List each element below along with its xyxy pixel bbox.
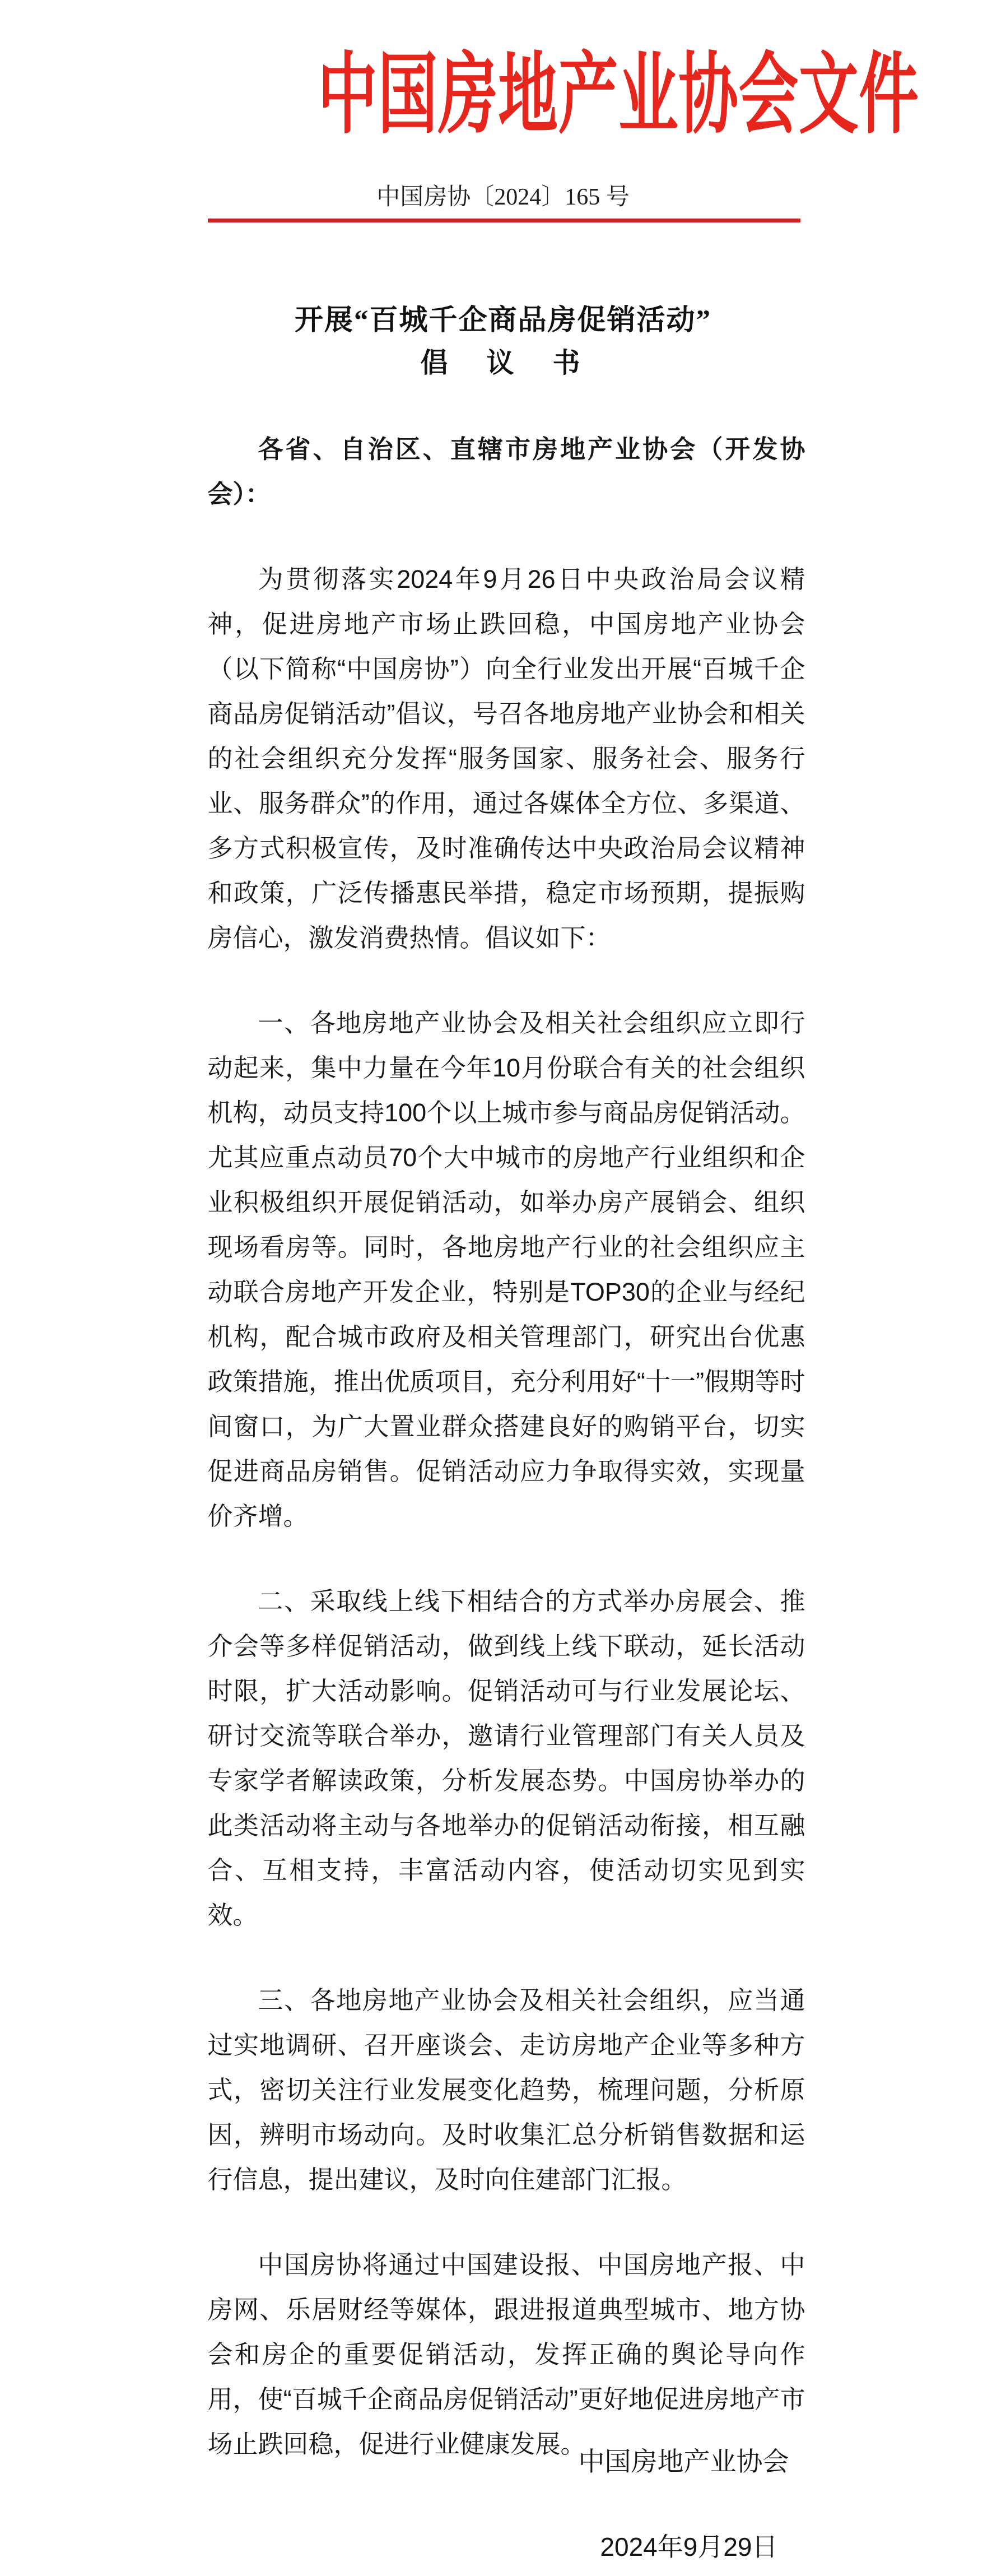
paragraph-closing: 中国房协将通过中国建设报、中国房地产报、中房网、乐居财经等媒体，跟进报道典型城市、地方协会和房企的重要促销活动，发挥正确的舆论导向作用，使“百城千企商品房促销活动”更好地促进房地产市场止跌回稳，促进行业健康发展。 — [207, 2250, 805, 2458]
masthead — [173, 0, 919, 145]
red-divider-rule — [208, 219, 800, 222]
salutation: 各省、自治区、直辖市房地产业协会（开发协会）： — [207, 435, 805, 508]
official-document-page — [173, 0, 919, 2576]
issuer-signature: 中国房地产业协会 — [578, 2447, 789, 2476]
paragraph-item-2: 二、采取线上线下相结合的方式举办房展会、推介会等多样促销活动，做到线上线下联动，延长活动时限，扩大活动影响。促销活动可与行业发展论坛、研讨交流等联合举办，邀请行业管理部门有关人员及专家学者解读政策，分析发展态势。中国房协举办的此类活动将主动与各地举办的促销活动衔接，相互融合、互相支持，丰富活动内容，使活动切实见到实效。 — [207, 1587, 805, 1929]
document-body — [173, 427, 833, 2467]
document-subtitle: 倡 议 书 — [420, 347, 586, 378]
paragraph-intro: 为贯彻落实2024年9月26日中央政治局会议精神，促进房地产市场止跌回稳，中国房地产业协会（以下简称“中国房协”）向全行业发出开展“百城千企商品房促销活动”倡议，号召各地房地产业协会和相关的社会组织充分发挥“服务国家、服务社会、服务行业、服务群众”的作用，通过各媒体全方位、多渠道、多方式积极宣传，及时准确传达中央政治局会议精神和政策，广泛传播惠民举措，稳定市场预期，提振购房信心，激发消费热情。倡议如下： — [207, 565, 805, 952]
issue-date: 2024年9月29日 — [600, 2532, 778, 2561]
document-number: 中国房协〔2024〕165 号 — [376, 184, 630, 210]
paragraph-item-1: 一、各地房地产业协会及相关社会组织应立即行动起来，集中力量在今年10月份联合有关的社会组织机构，动员支持100个以上城市参与商品房促销活动。尤其应重点动员70个大中城市的房地产行业组织和企业积极组织开展促销活动，如举办房产展销会、组织现场看房等。同时，各地房地产行业的社会组织应主动联合房地产开发企业，特别是TOP30的企业与经纪机构，配合城市政府及相关管理部门，研究出台优惠政策措施，推出优质项目，充分利用好“十一”假期等时间窗口，为广大置业群众搭建良好的购销平台，切实促进商品房销售。促销活动应力争取得实效，实现量价齐增。 — [207, 1009, 805, 1530]
masthead-title: 中国房地产业协会文件 — [317, 47, 919, 145]
paragraph-item-3: 三、各地房地产业协会及相关社会组织，应当通过实地调研、召开座谈会、走访房地产企业等多种方式，密切关注行业发展变化趋势，梳理问题，分析原因，辨明市场动向。及时收集汇总分析销售数据和运行信息，提出建议，及时向住建部门汇报。 — [207, 1986, 805, 2194]
document-title: 开展“百城千企商品房促销活动” — [294, 305, 711, 336]
